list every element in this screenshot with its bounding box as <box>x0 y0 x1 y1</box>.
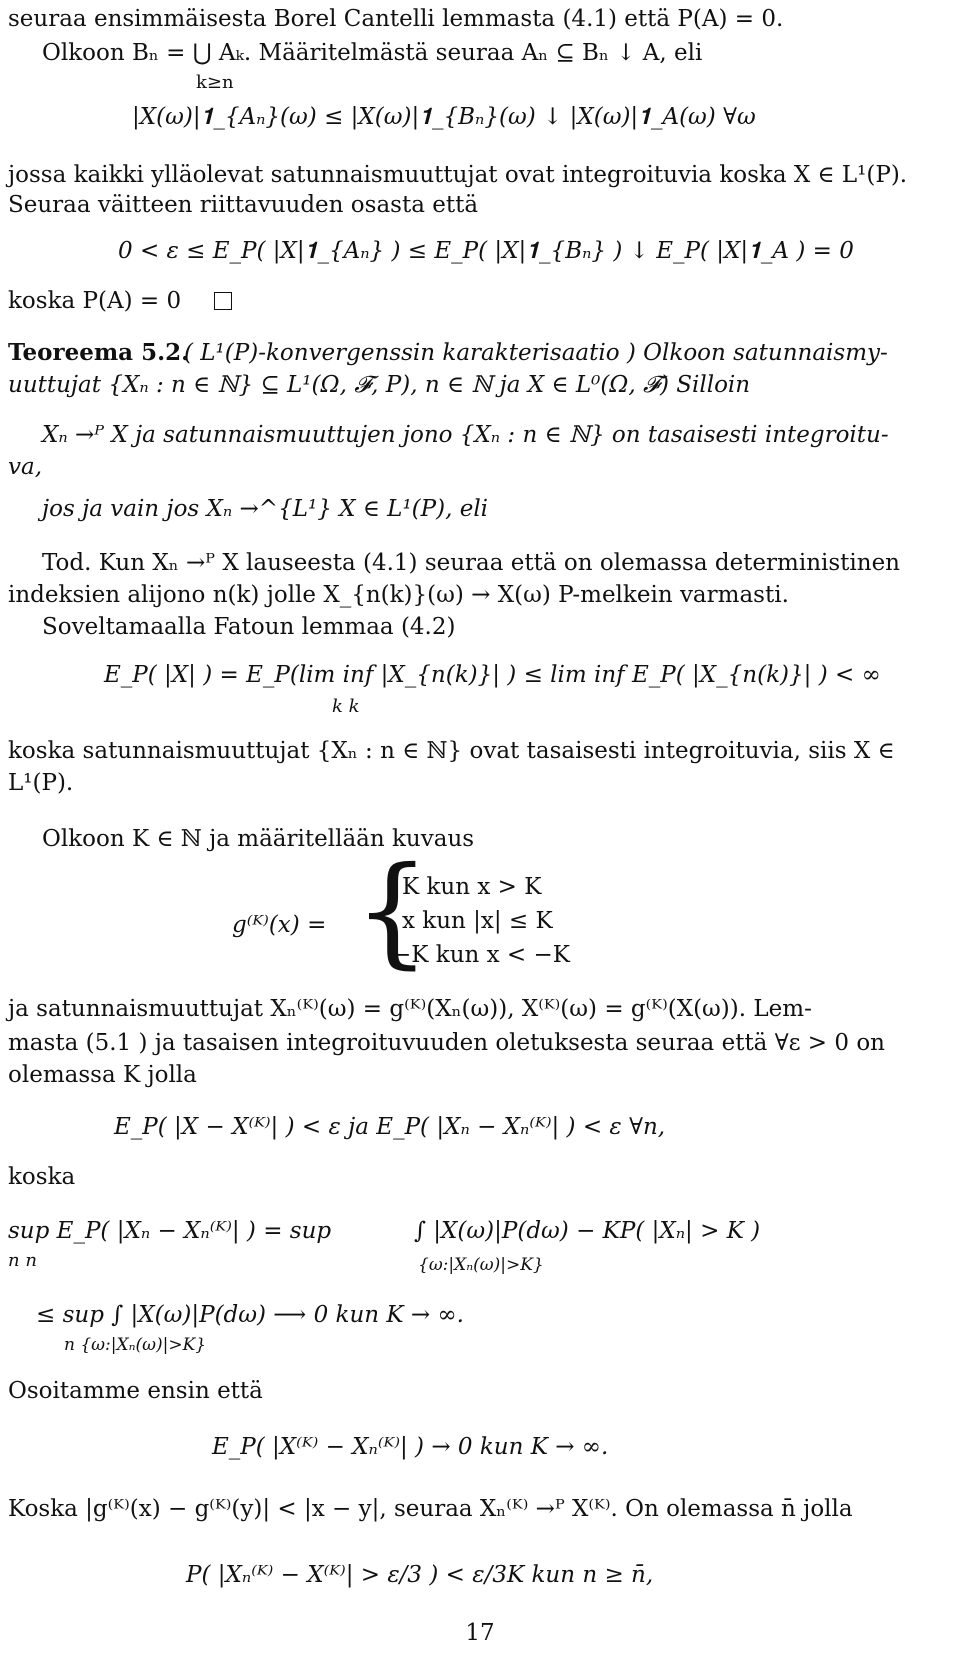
theorem-text: va, <box>8 454 43 480</box>
case-line: K kun x > K <box>402 874 542 900</box>
subscript-line: {ω:|Xₙ(ω)|>K} <box>418 1255 544 1275</box>
equation: ∫ |X(ω)|P(dω) − KP( |Xₙ| > K ) <box>414 1218 761 1244</box>
equation: ≤ sup ∫ |X(ω)|P(dω) ⟶ 0 kun K → ∞. <box>36 1302 464 1328</box>
equation: E_P( |X − X⁽ᴷ⁾| ) < ε ja E_P( |Xₙ − Xₙ⁽ᴷ⁾| ) < ε ∀n, <box>114 1114 666 1140</box>
text-line: olemassa K jolla <box>8 1062 197 1088</box>
text-line: Koska |g⁽ᴷ⁾(x) − g⁽ᴷ⁾(y)| < |x − y|, seuraa Xₙ⁽ᴷ⁾ →ᴾ X⁽ᴷ⁾. On olemassa n̄ jolla <box>8 1496 853 1522</box>
theorem-text: uuttujat {Xₙ : n ∈ ℕ} ⊆ L¹(Ω, 𝓕, P), n ∈ ℕ ja X ∈ L⁰(Ω, 𝓕) Silloin <box>8 372 751 398</box>
text-line: koska P(A) = 0 <box>8 288 182 314</box>
text-line: seuraa ensimmäisesta Borel Cantelli lemmasta (4.1) että P(A) = 0. <box>8 6 784 32</box>
text-line: Olkoon K ∈ ℕ ja määritellään kuvaus <box>42 826 475 852</box>
theorem-text: jos ja vain jos Xₙ →^{L¹} X ∈ L¹(P), eli <box>42 496 489 522</box>
subscript-line: k k <box>332 696 360 717</box>
equation: sup E_P( |Xₙ − Xₙ⁽ᴷ⁾| ) = sup <box>8 1218 332 1244</box>
subscript-line: n {ω:|Xₙ(ω)|>K} <box>64 1335 207 1355</box>
equation: |X(ω)|𝟏_{Aₙ}(ω) ≤ |X(ω)|𝟏_{Bₙ}(ω) ↓ |X(ω)|𝟏_A(ω) ∀ω <box>132 104 756 130</box>
theorem-label: Teoreema 5.2. <box>8 339 190 366</box>
case-line: −K kun x < −K <box>392 942 570 968</box>
equation: g⁽ᴷ⁾(x) = <box>232 912 327 938</box>
text-line: L¹(P). <box>8 770 74 796</box>
subscript-line: k≥n <box>196 72 234 93</box>
equation: E_P( |X| ) = E_P(lim inf |X_{n(k)}| ) ≤ lim inf E_P( |X_{n(k)}| ) < ∞ <box>104 662 881 688</box>
case-line: x kun |x| ≤ K <box>402 908 553 934</box>
text-line: koska <box>8 1164 76 1190</box>
equation: P( |Xₙ⁽ᴷ⁾ − X⁽ᴷ⁾| > ε/3 ) < ε/3K kun n ≥ n̄, <box>186 1562 654 1588</box>
text-line: jossa kaikki ylläolevat satunnaismuuttujat ovat integroituvia koska X ∈ L¹(P). <box>8 162 908 188</box>
equation: E_P( |X⁽ᴷ⁾ − Xₙ⁽ᴷ⁾| ) → 0 kun K → ∞. <box>212 1434 609 1460</box>
qed-box-icon <box>214 292 232 310</box>
text-line: Tod. Kun Xₙ →ᴾ X lauseesta (4.1) seuraa että on olemassa deterministinen <box>42 550 900 576</box>
left-brace-icon: { <box>354 842 431 981</box>
text-line: Seuraa väitteen riittavuuden osasta että <box>8 192 479 218</box>
theorem-text: ( L¹(P)-konvergenssin karakterisaatio ) Olkoon satunnaismy- <box>184 340 888 366</box>
text-line: masta (5.1 ) ja tasaisen integroituvuuden oletuksesta seuraa että ∀ε > 0 on <box>8 1030 885 1056</box>
text-line: Osoitamme ensin että <box>8 1378 263 1404</box>
page-number: 17 <box>465 1620 495 1646</box>
equation: 0 < ε ≤ E_P( |X|𝟏_{Aₙ} ) ≤ E_P( |X|𝟏_{Bₙ} ) ↓ E_P( |X|𝟏_A ) = 0 <box>118 238 854 264</box>
text-line: ja satunnaismuuttujat Xₙ⁽ᴷ⁾(ω) = g⁽ᴷ⁾(Xₙ(ω)), X⁽ᴷ⁾(ω) = g⁽ᴷ⁾(X(ω)). Lem- <box>8 996 812 1022</box>
text-line: Olkoon Bₙ = ⋃ Aₖ. Määritelmästä seuraa Aₙ ⊆ Bₙ ↓ A, eli <box>42 40 703 66</box>
theorem-text: Xₙ →ᴾ X ja satunnaismuuttujen jono {Xₙ : n ∈ ℕ} on tasaisesti integroitu- <box>42 422 889 448</box>
text-line: koska satunnaismuuttujat {Xₙ : n ∈ ℕ} ovat tasaisesti integroituvia, siis X ∈ <box>8 738 895 764</box>
text-line: Soveltamaalla Fatoun lemmaa (4.2) <box>42 614 456 640</box>
text-line: indeksien alijono n(k) jolle X_{n(k)}(ω) → X(ω) P-melkein varmasti. <box>8 582 789 608</box>
subscript-line: n n <box>8 1250 37 1271</box>
